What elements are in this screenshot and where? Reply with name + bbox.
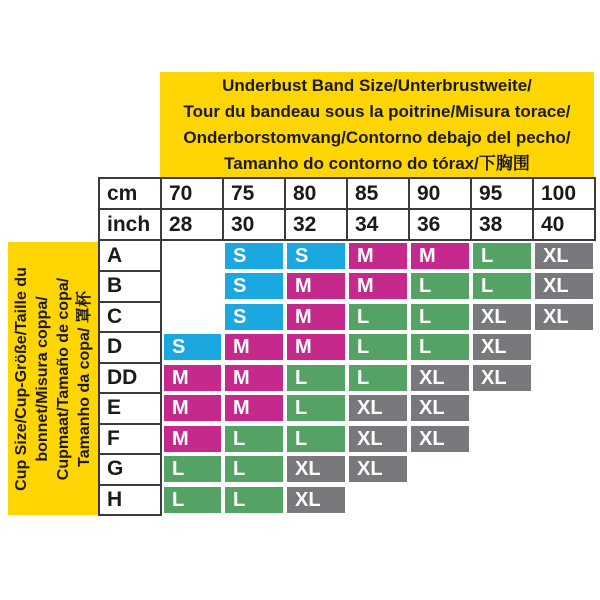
size-cell-wrap: [223, 363, 285, 394]
size-cell: L: [164, 487, 221, 513]
size-cell-wrap: [161, 302, 223, 333]
underbust-header-banner: [160, 72, 594, 177]
size-cell-wrap: [223, 240, 285, 271]
size-cell: S: [225, 273, 283, 299]
size-cell: XL: [411, 426, 469, 452]
cup-size-side-label: [8, 242, 98, 515]
inch-value-cell: 28: [161, 209, 223, 240]
size-cell-wrap: [471, 485, 533, 516]
size-cell: M: [411, 243, 469, 269]
size-cell: XL: [349, 456, 407, 482]
size-cell-wrap: [223, 485, 285, 516]
cup-size-side-banner: [8, 242, 98, 515]
size-cell: XL: [349, 395, 407, 421]
size-cell-wrap: [409, 332, 471, 363]
size-cell-wrap: [285, 485, 347, 516]
size-cell-wrap: [471, 240, 533, 271]
size-chart-table: [98, 177, 596, 516]
size-cell-wrap: [347, 332, 409, 363]
size-cell-wrap: [161, 271, 223, 302]
size-cell-wrap: [471, 393, 533, 424]
size-cell: L: [349, 365, 407, 391]
size-cell-wrap: [409, 302, 471, 333]
size-cell: XL: [535, 243, 593, 269]
size-cell: M: [287, 304, 345, 330]
size-cell-wrap: [471, 363, 533, 394]
unit-label-inch: inch: [99, 209, 161, 240]
size-cell: XL: [535, 304, 593, 330]
size-cell-wrap: [533, 454, 595, 485]
size-cell: M: [225, 334, 283, 360]
size-cell-wrap: [409, 393, 471, 424]
size-cell-wrap: [471, 332, 533, 363]
cm-value-cell: 85: [347, 178, 409, 209]
size-cell-wrap: [161, 363, 223, 394]
cm-value-cell: 70: [161, 178, 223, 209]
inch-value-cell: 34: [347, 209, 409, 240]
size-cell-wrap: [471, 302, 533, 333]
cup-row-E: [99, 393, 595, 424]
size-cell: M: [164, 395, 221, 421]
size-cell-wrap: [347, 271, 409, 302]
cup-row-label: DD: [99, 363, 161, 394]
cup-row-label: B: [99, 271, 161, 302]
size-cell: XL: [287, 456, 345, 482]
size-cell: M: [225, 395, 283, 421]
size-cell: L: [411, 334, 469, 360]
size-cell-wrap: [223, 393, 285, 424]
size-cell: XL: [287, 487, 345, 513]
cup-row-label: H: [99, 485, 161, 516]
size-cell-wrap: [285, 332, 347, 363]
cm-row: [99, 178, 595, 209]
size-cell-wrap: [409, 424, 471, 455]
size-cell-wrap: [223, 271, 285, 302]
cup-row-label: E: [99, 393, 161, 424]
cup-row-G: [99, 454, 595, 485]
size-cell-wrap: [223, 454, 285, 485]
size-cell-wrap: [533, 424, 595, 455]
size-cell-wrap: [471, 454, 533, 485]
cm-value-cell: 90: [409, 178, 471, 209]
cup-row-A: [99, 240, 595, 271]
inch-value-cell: 38: [471, 209, 533, 240]
size-cell-wrap: [285, 454, 347, 485]
size-cell-wrap: [471, 271, 533, 302]
size-cell-wrap: [347, 424, 409, 455]
cup-row-label: G: [99, 454, 161, 485]
size-cell-wrap: [285, 271, 347, 302]
size-cell: L: [411, 273, 469, 299]
size-cell: XL: [411, 395, 469, 421]
size-cell: M: [225, 365, 283, 391]
size-cell-wrap: [223, 332, 285, 363]
size-cell-wrap: [285, 424, 347, 455]
size-cell-wrap: [533, 485, 595, 516]
cup-row-F: [99, 424, 595, 455]
size-cell: S: [225, 304, 283, 330]
size-cell-wrap: [409, 485, 471, 516]
cup-row-C: [99, 302, 595, 333]
size-cell: XL: [349, 426, 407, 452]
size-cell-wrap: [533, 393, 595, 424]
size-cell: S: [164, 334, 221, 360]
inch-value-cell: 32: [285, 209, 347, 240]
size-cell-wrap: [161, 485, 223, 516]
side-line-2: bonnet/Misura coppa/: [34, 295, 51, 462]
size-cell: XL: [473, 304, 531, 330]
size-cell-wrap: [223, 302, 285, 333]
size-cell-wrap: [409, 240, 471, 271]
size-cell: M: [287, 334, 345, 360]
size-cell: XL: [411, 365, 469, 391]
size-cell-wrap: [223, 424, 285, 455]
cm-value-cell: 95: [471, 178, 533, 209]
size-cell: L: [287, 365, 345, 391]
side-line-4: Tamanho da copa/ 罩杯: [76, 290, 93, 467]
header-line-1: Underbust Band Size/Unterbrustweite/: [222, 75, 532, 95]
size-cell: L: [349, 304, 407, 330]
size-cell-wrap: [347, 454, 409, 485]
cup-row-label: C: [99, 302, 161, 333]
cup-row-label: F: [99, 424, 161, 455]
size-cell-wrap: [409, 363, 471, 394]
size-cell: L: [225, 456, 283, 482]
unit-label-cm: cm: [99, 178, 161, 209]
cup-row-H: [99, 485, 595, 516]
inch-value-cell: 30: [223, 209, 285, 240]
cup-row-DD: [99, 363, 595, 394]
inch-value-cell: 36: [409, 209, 471, 240]
size-cell: L: [287, 426, 345, 452]
size-cell-wrap: [347, 485, 409, 516]
size-cell: M: [287, 273, 345, 299]
cm-value-cell: 75: [223, 178, 285, 209]
size-cell-wrap: [347, 240, 409, 271]
side-line-3: Cupmaat/Tamaño de copa/: [55, 277, 72, 480]
size-cell: L: [473, 243, 531, 269]
size-cell: L: [473, 273, 531, 299]
size-cell: L: [287, 395, 345, 421]
size-cell: XL: [535, 273, 593, 299]
size-cell: M: [164, 426, 221, 452]
size-cell-wrap: [285, 302, 347, 333]
size-cell: L: [225, 426, 283, 452]
cup-row-label: D: [99, 332, 161, 363]
size-cell-wrap: [161, 240, 223, 271]
size-cell-wrap: [161, 424, 223, 455]
inch-value-cell: 40: [533, 209, 595, 240]
size-cell-wrap: [533, 302, 595, 333]
size-cell: S: [225, 243, 283, 269]
size-cell-wrap: [285, 363, 347, 394]
size-cell: L: [164, 456, 221, 482]
size-cell-wrap: [285, 393, 347, 424]
size-cell: XL: [473, 365, 531, 391]
size-cell-wrap: [533, 240, 595, 271]
size-cell: L: [225, 487, 283, 513]
size-cell-wrap: [161, 332, 223, 363]
size-cell: XL: [473, 334, 531, 360]
size-cell-wrap: [285, 240, 347, 271]
cup-row-B: [99, 271, 595, 302]
size-cell-wrap: [161, 393, 223, 424]
size-cell-wrap: [533, 363, 595, 394]
size-cell-wrap: [471, 424, 533, 455]
size-cell: M: [164, 365, 221, 391]
cm-value-cell: 80: [285, 178, 347, 209]
size-cell-wrap: [409, 271, 471, 302]
size-cell: L: [349, 334, 407, 360]
cup-row-label: A: [99, 240, 161, 271]
size-cell: M: [349, 273, 407, 299]
cup-row-D: [99, 332, 595, 363]
size-cell-wrap: [347, 363, 409, 394]
header-line-3: Onderborstomvang/Contorno debajo del pecho/: [183, 127, 571, 147]
header-line-4: Tamanho do contorno do tórax/下胸围: [224, 153, 530, 173]
size-cell-wrap: [347, 302, 409, 333]
size-cell-wrap: [533, 332, 595, 363]
inch-row: [99, 209, 595, 240]
side-line-1: Cup Size/Cup-Größe/Taille du: [13, 266, 30, 491]
size-cell-wrap: [533, 271, 595, 302]
header-line-2: Tour du bandeau sous la poitrine/Misura torace/: [183, 101, 571, 121]
size-cell-wrap: [161, 454, 223, 485]
size-cell-wrap: [347, 393, 409, 424]
size-cell: S: [287, 243, 345, 269]
size-cell: M: [349, 243, 407, 269]
cm-value-cell: 100: [533, 178, 595, 209]
size-cell: L: [411, 304, 469, 330]
size-cell-wrap: [409, 454, 471, 485]
